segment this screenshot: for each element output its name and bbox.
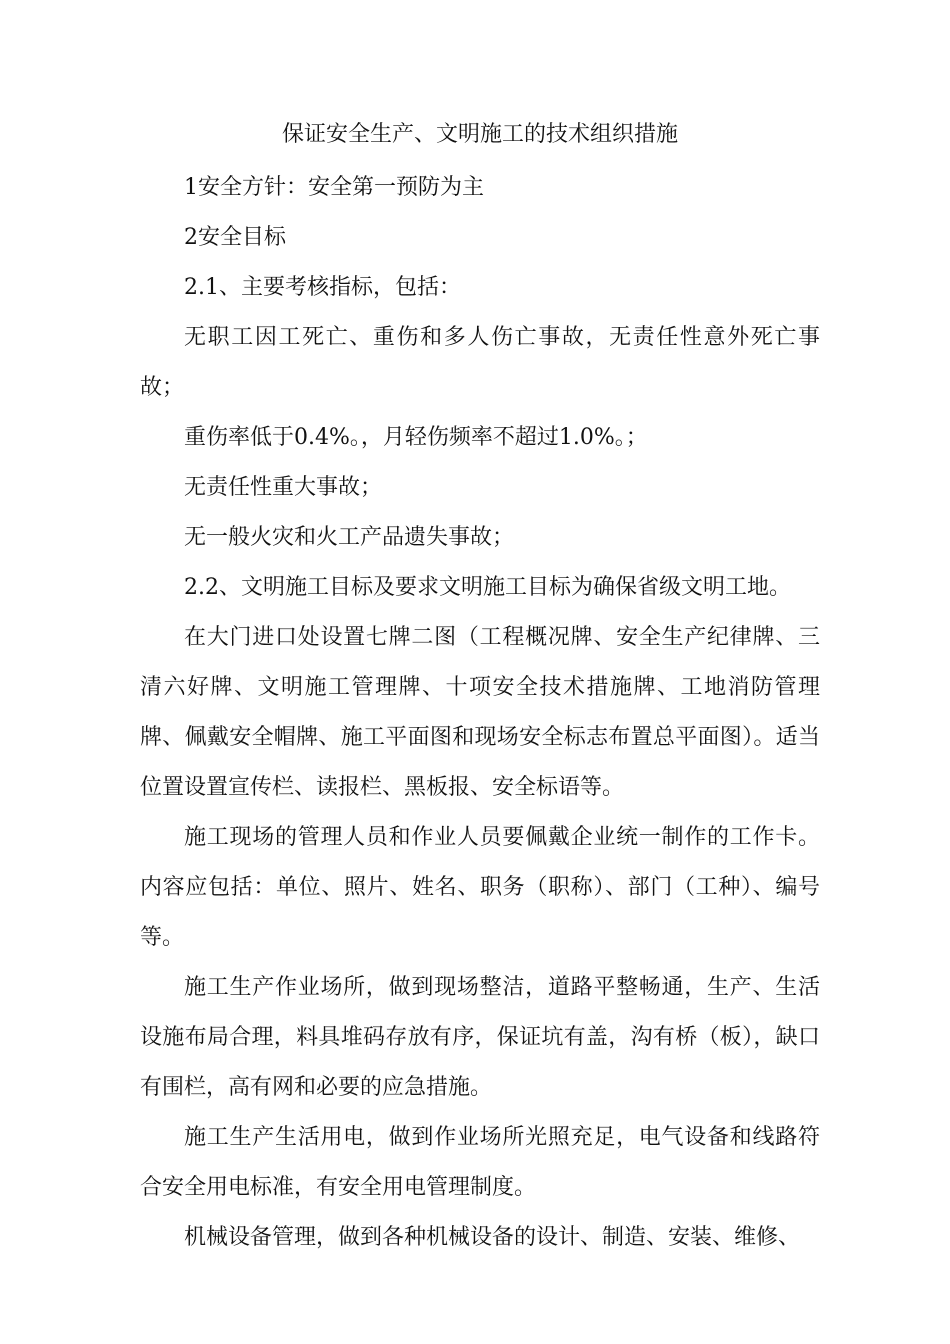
paragraph-safety-policy: 1安全方针：安全第一预防为主 <box>184 175 484 200</box>
document-body <box>140 113 820 1263</box>
paragraph-worksite-order: 施工生产作业场所，做到现场整洁，道路平整畅通，生产、生活设施布局合理，料具堆码存放有序，保证坑有盖，沟有桥（板），缺口有围栏，高有网和必要的应急措施。 <box>140 975 820 1100</box>
paragraph-no-major-accidents: 无责任性重大事故； <box>184 475 383 500</box>
paragraph-safety-goals: 2安全目标 <box>184 225 286 250</box>
paragraph-injury-rates: 重伤率低于0.4%。，月轻伤频率不超过1.0%。； <box>184 425 648 450</box>
paragraph-no-fatalities: 无职工因工死亡、重伤和多人伤亡事故，无责任性意外死亡事故； <box>140 325 820 400</box>
paragraph-electricity-use: 施工生产生活用电，做到作业场所光照充足，电气设备和线路符合安全用电标准，有安全用电管理制度。 <box>140 1125 820 1200</box>
paragraph-civilized-construction-goal: 2.2、文明施工目标及要求文明施工目标为确保省级文明工地。 <box>184 575 791 600</box>
paragraph-no-fire-loss: 无一般火灾和火工产品遗失事故； <box>184 525 515 550</box>
paragraph-main-indicators: 2.1、主要考核指标，包括： <box>184 275 461 300</box>
paragraph-work-cards: 施工现场的管理人员和作业人员要佩戴企业统一制作的工作卡。内容应包括：单位、照片、姓名、职务（职称）、部门（工种）、编号等。 <box>140 825 820 950</box>
paragraph-machinery-management: 机械设备管理，做到各种机械设备的设计、制造、安装、维修、 <box>184 1225 801 1250</box>
paragraph-gate-signboards: 在大门进口处设置七牌二图（工程概况牌、安全生产纪律牌、三清六好牌、文明施工管理牌、十项安全技术措施牌、工地消防管理牌、佩戴安全帽牌、施工平面图和现场安全标志布置总平面图）。适当位置设置宣传栏、读报栏、黑板报、安全标语等。 <box>140 625 820 800</box>
document-title: 保证安全生产、文明施工的技术组织措施 <box>281 122 678 147</box>
